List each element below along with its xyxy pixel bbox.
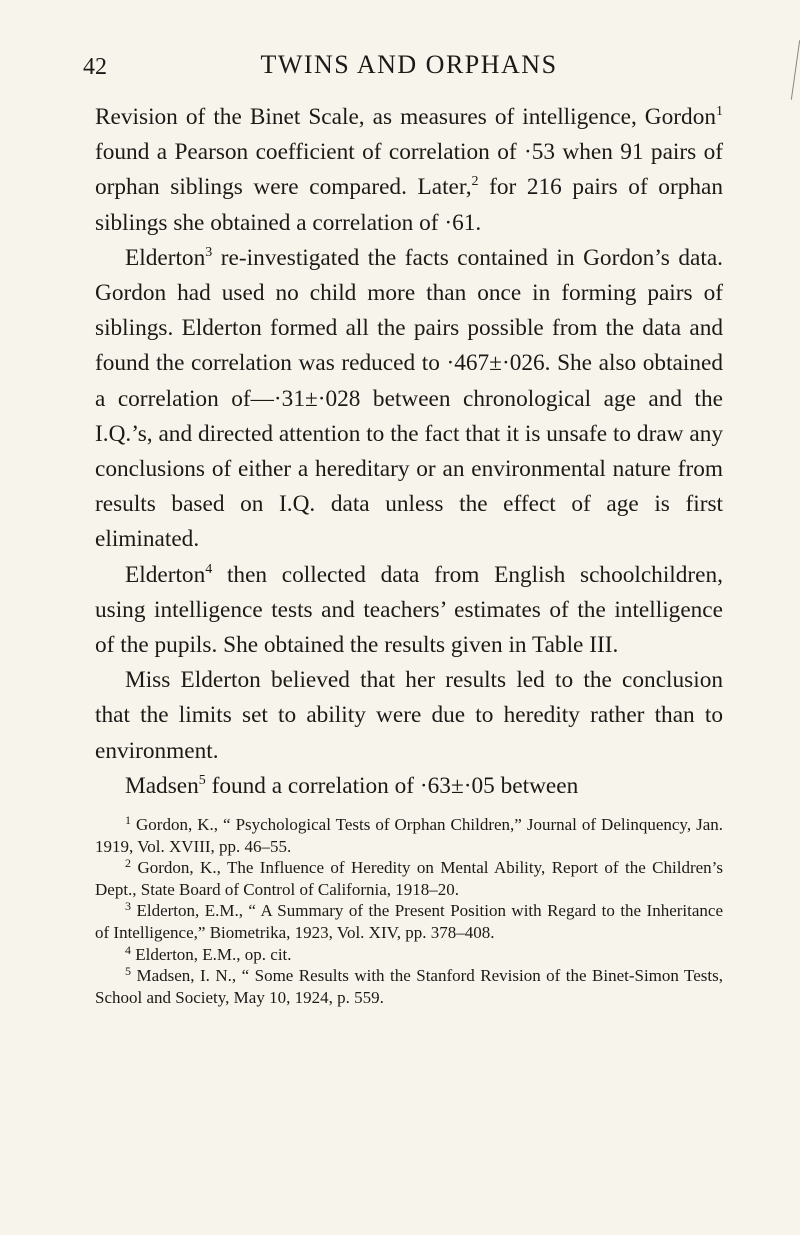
running-head: TWINS AND ORPHANS [260,50,558,79]
footnote-ref: 2 [471,174,479,190]
paragraph-text: Miss Elderton believed that her results led to the conclusion that the limits set to ability were due to heredity rather than to environment. [95,667,723,764]
footnote-ref: 3 [205,244,213,260]
paragraph-text: for 216 pairs of orphan siblings she obtained a correlation of ·61. [95,174,723,236]
footnote-text: Elderton, E.M., op. cit. [135,944,292,964]
footnote-ref: 4 [205,561,213,577]
footnote [95,900,723,943]
paragraph-text: found a correlation of ·63±·05 between [205,772,579,799]
paragraph-text: Elderton [125,561,206,588]
footnote-text: Elderton, E.M., “ A Summary of the Present Position with Regard to the Inheritance of Intelligence,” Biometrika, 1923, Vol. XIV, pp. 378–408. [95,901,724,943]
footnote [95,857,723,900]
footnote-number: 1 [125,813,131,828]
footnote [95,944,723,966]
footnote-number: 2 [125,856,131,871]
footnote-ref: 5 [198,772,206,788]
paragraph [95,241,723,558]
page-edge-mark [791,40,800,100]
paragraph [95,769,723,804]
footnote-text: Gordon, K., The Influence of Heredity on Mental Ability, Report of the Children’s Dept., State Board of Control of California, 1918–20. [95,858,724,899]
footnote-text: Madsen, I. N., “ Some Results with the Stanford Revision of the Binet-Simon Tests, School and Society, May 10, 1924, p. 559. [95,966,723,1007]
footnote-number: 3 [125,899,131,914]
paragraph-text: re-investigated the facts contained in Gordon’s data. Gordon had used no child more than once in forming pairs of siblings. Elderton formed all the pairs possible from the data and found the correlation was reduced to ·467±·026. She also obtained a correlation of—·31±·028 between chronological age and the I.Q.’s, and directed attention to the fact that it is unsafe to draw any conclusions of either a hereditary or an environmental nature from results based on I.Q. data unless the effect of age is first eliminated. [95,244,723,553]
paragraph-text: Revision of the Binet Scale, as measures of intelligence, Gordon [95,104,716,130]
footnote-number: 5 [125,964,131,979]
paragraph [95,558,723,664]
paragraph-text: Elderton [125,244,206,271]
footnote-ref: 1 [716,104,723,119]
footnotes [95,814,723,1008]
paragraph-text: then collected data from English schoolchildren, using intelligence tests and teachers’ estimates of the intelligence of the pupils. She obtained the results given in Table III. [95,561,723,659]
page-number: 42 [83,54,107,80]
paragraph-text: Madsen [125,772,199,799]
paragraph [95,663,723,769]
book-page [83,50,724,1008]
footnote-text: Gordon, K., “ Psychological Tests of Orphan Children,” Journal of Delinquency, Jan. 1919, Vol. XVIII, pp. 46–55. [95,815,723,856]
body-text [95,100,723,804]
footnote [95,965,723,1008]
paragraph [95,100,723,241]
footnote [95,814,723,857]
paragraph-text: found a Pearson coefficient of correlation of ·53 when 91 pairs of orphan siblings were compared. Later, [95,139,723,201]
page-header [83,50,723,90]
footnote-number: 4 [125,942,131,957]
